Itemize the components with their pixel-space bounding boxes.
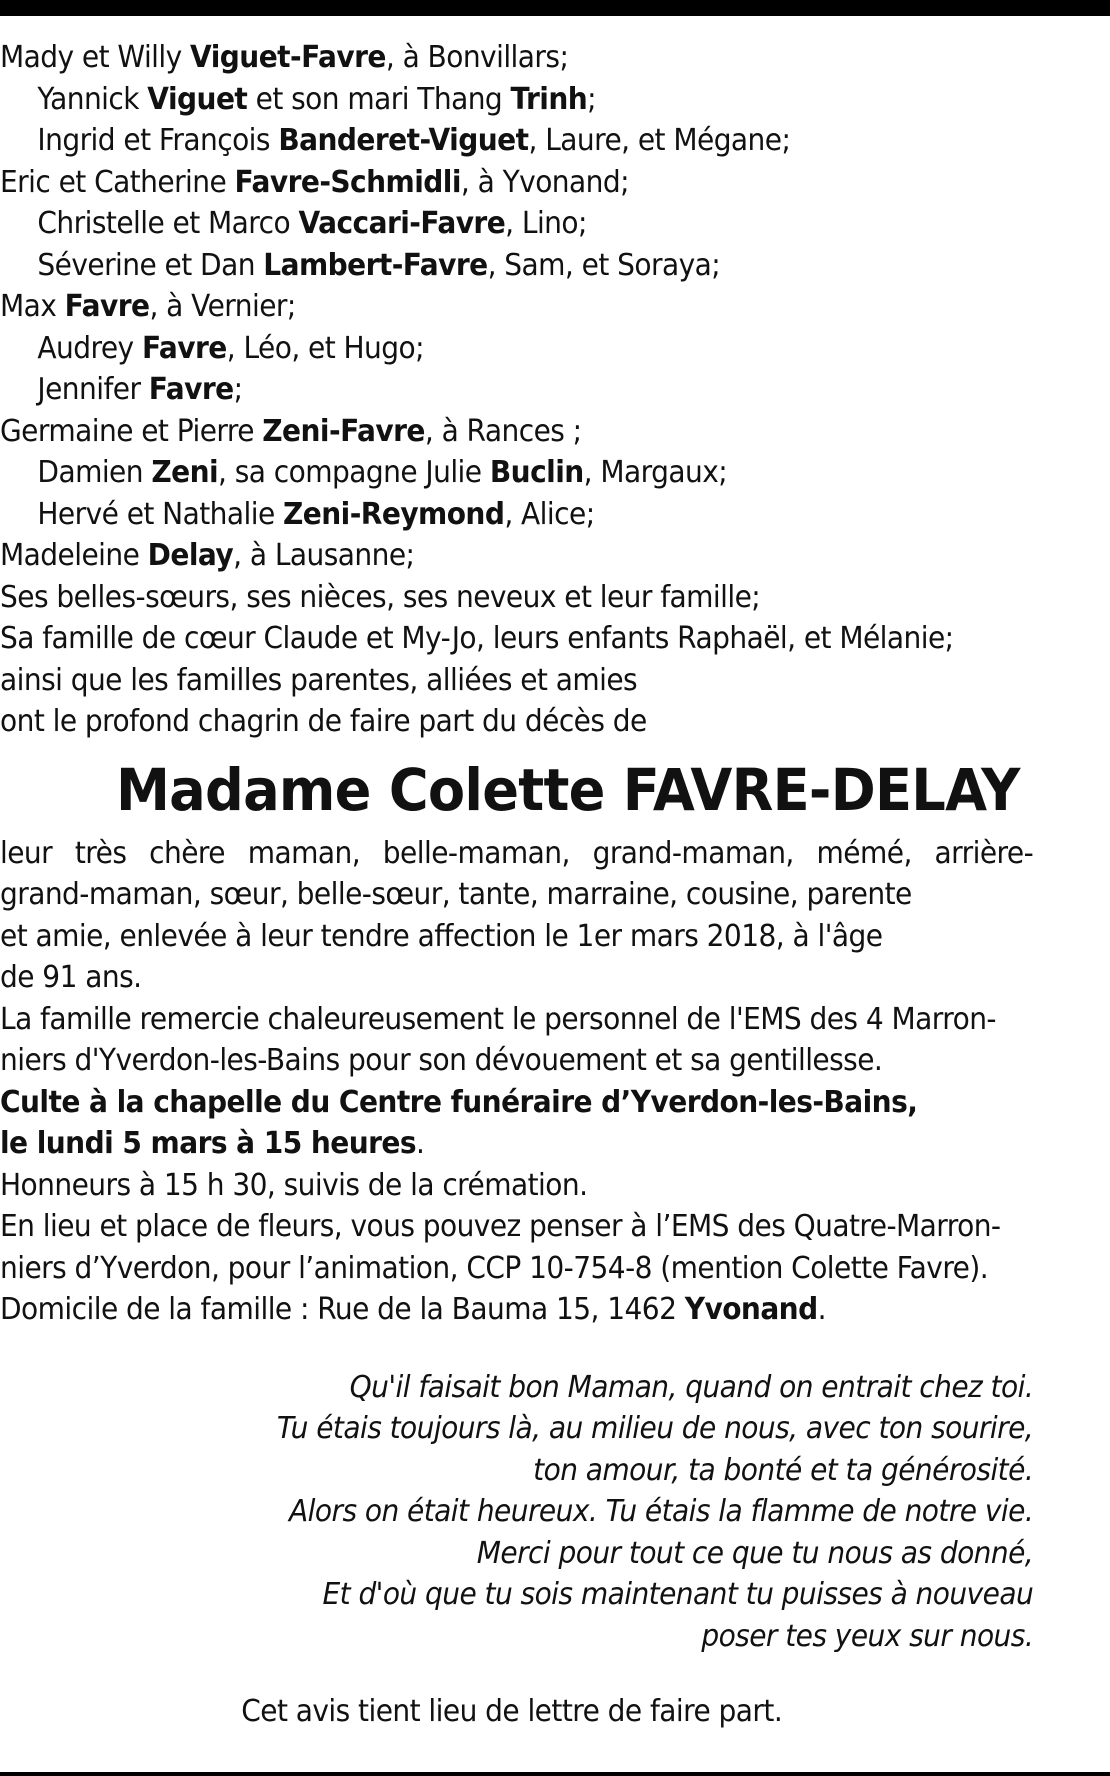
domicile-line: Domicile de la famille : Rue de la Bauma 15, 1462 Yvonand. (0, 1292, 826, 1327)
intro-line: ont le profond chagrin de faire part du décès de (0, 704, 647, 739)
poem-line: Qu'il faisait bon Maman, quand on entrait chez toi. (349, 1369, 1034, 1405)
family-list (0, 37, 1033, 577)
family-line: Audrey Favre, Léo, et Hugo; (37, 330, 425, 366)
description-line: leur très chère maman, belle-maman, grand-maman, mémé, arrière- (0, 835, 1034, 871)
description-line: grand-maman, sœur, belle-sœur, tante, marraine, cousine, parente (0, 877, 912, 912)
thanks-line: La famille remercie chaleureusement le personnel de l'EMS des 4 Marron- (0, 1001, 996, 1037)
service-line: Culte à la chapelle du Centre funéraire d’Yverdon-les-Bains, (0, 1084, 918, 1120)
poem-line: Merci pour tout ce que tu nous as donné, (476, 1535, 1034, 1571)
intro-line: Ses belles-sœurs, ses nièces, ses neveux et leur famille; (0, 579, 761, 615)
intro-line: ainsi que les familles parentes, alliées et amies (0, 662, 638, 698)
thanks-line: niers d'Yverdon-les-Bains pour son dévouement et sa gentillesse. (0, 1043, 883, 1078)
donation-line: niers d’Yverdon, pour l’animation, CCP 10-754-8 (mention Colette Favre). (0, 1250, 989, 1286)
poem-line: Et d'où que tu sois maintenant tu puisses à nouveau (322, 1577, 1034, 1612)
family-line: Jennifer Favre; (37, 372, 243, 407)
description-line: de 91 ans. (0, 960, 142, 995)
family-line: Madeleine Delay, à Lausanne; (0, 538, 415, 573)
family-line: Ingrid et François Banderet-Viguet, Laure, et Mégane; (37, 123, 791, 158)
family-line: Damien Zeni, sa compagne Julie Buclin, Margaux; (37, 455, 728, 490)
poem-line: poser tes yeux sur nous. (701, 1618, 1034, 1654)
poem-line: Tu étais toujours là, au milieu de nous, avec ton sourire, (276, 1411, 1034, 1446)
family-line: Séverine et Dan Lambert-Favre, Sam, et Soraya; (37, 247, 721, 283)
poem (0, 1367, 1033, 1658)
top-rule (0, 0, 1110, 16)
donation-line: En lieu et place de fleurs, vous pouvez penser à l’EMS des Quatre-Marron- (0, 1209, 1001, 1244)
family-line: Yannick Viguet et son mari Thang Trinh; (37, 81, 597, 117)
description-line: et amie, enlevée à leur tendre affection le 1er mars 2018, à l'âge (0, 918, 883, 954)
honours-line: Honneurs à 15 h 30, suivis de la crémation. (0, 1167, 588, 1203)
service-line: le lundi 5 mars à 15 heures. (0, 1126, 425, 1161)
family-line: Eric et Catherine Favre-Schmidli, à Yvonand; (0, 164, 629, 200)
bottom-rule (0, 1772, 1110, 1776)
family-line: Christelle et Marco Vaccari-Favre, Lino; (37, 206, 587, 241)
family-line: Max Favre, à Vernier; (0, 289, 296, 324)
poem-line: Alors on était heureux. Tu étais la flamme de notre vie. (289, 1494, 1034, 1529)
family-line: Germaine et Pierre Zeni-Favre, à Rances ; (0, 413, 582, 449)
family-line: Mady et Willy Viguet-Favre, à Bonvillars; (0, 40, 569, 75)
closing-note: Cet avis tient lieu de lettre de faire part. (241, 1694, 783, 1729)
family-line: Hervé et Nathalie Zeni-Reymond, Alice; (37, 496, 595, 532)
poem-line: ton amour, ta bonté et ta générosité. (533, 1452, 1034, 1488)
intro-line: Sa famille de cœur Claude et My-Jo, leurs enfants Raphaël, et Mélanie; (0, 621, 954, 656)
obituary-notice (0, 37, 1033, 1733)
deceased-name: Madame Colette FAVRE-DELAY (115, 755, 1020, 824)
